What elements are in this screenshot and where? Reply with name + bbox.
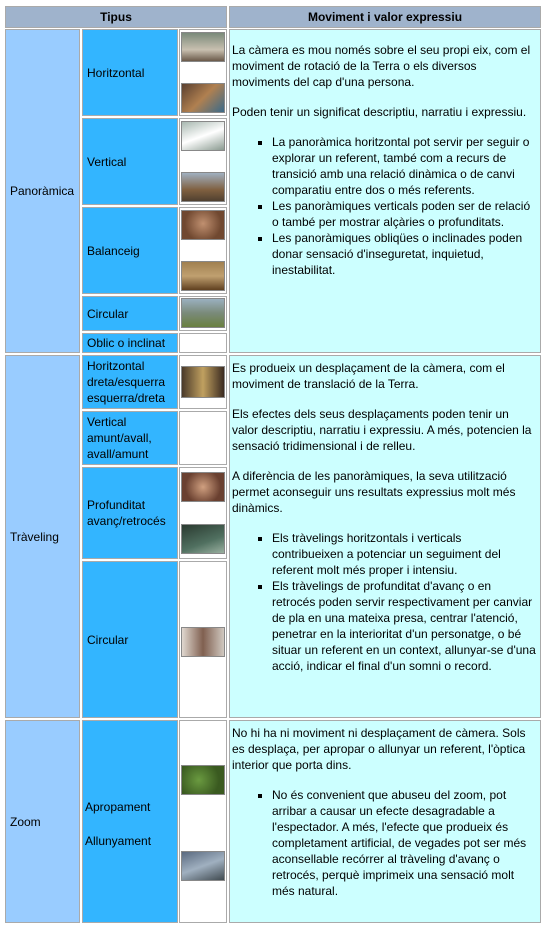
video-thumbnail bbox=[181, 298, 225, 328]
type-zoom bbox=[5, 720, 80, 923]
type-panoramica bbox=[5, 29, 80, 353]
thumb-cell bbox=[179, 411, 227, 465]
subtype-label: Circular bbox=[87, 306, 129, 321]
description-paragraph: La càmera es mou només sobre el seu propi eix, com el moviment de rotació de la Terra o els diversos moviments del cap d'una persona. bbox=[232, 43, 531, 89]
subtype-label: Circular bbox=[87, 632, 129, 647]
bullet-item: ▪ Els tràvelings de profunditat d'avanç o en retrocés poden servir respectivament per canviar de pla en una mateixa presa, centrar l'atenció, penetrar en la interioritat d'un personatge, o bé situar un referent en un context, allunyar-se d'una acció, indicar el final d'un somni o record. bbox=[272, 578, 536, 674]
description-paragraph: No hi ha ni moviment ni desplaçament de càmera. Sols es desplaça, per apropar o allunyar un referent, l'òptica interior que porta dins. bbox=[232, 726, 526, 772]
type-label: Zoom bbox=[10, 814, 41, 829]
subtype-horitzontal-traveling bbox=[82, 355, 178, 409]
type-traveling bbox=[5, 355, 80, 718]
description-paragraph: Poden tenir un significat descriptiu, narratiu i expressiu. bbox=[232, 105, 527, 119]
subtype-oblic bbox=[82, 333, 178, 353]
subtype-vertical bbox=[82, 118, 178, 205]
description-traveling bbox=[229, 355, 541, 718]
video-thumbnail bbox=[181, 851, 225, 881]
video-thumbnail bbox=[181, 366, 225, 398]
description-paragraph: Els efectes dels seus desplaçaments poden tenir un valor descriptiu, narratiu i expressiu. A més, potencien la sensació tridimensional i de relleu. bbox=[232, 407, 532, 453]
description-panoramica bbox=[229, 29, 541, 353]
header-tipus: Tipus bbox=[5, 6, 227, 28]
type-label: Panoràmica bbox=[10, 184, 75, 198]
video-thumbnail bbox=[181, 261, 225, 291]
type-label: Tràveling bbox=[10, 529, 59, 544]
thumb-cell bbox=[179, 333, 227, 353]
subtype-vertical-traveling bbox=[82, 411, 178, 465]
subtype-label: Balanceig bbox=[87, 243, 140, 258]
subtype-circular bbox=[82, 296, 178, 331]
header-moviment: Moviment i valor expressiu bbox=[229, 6, 541, 28]
subtype-label: Profunditat avanç/retrocés bbox=[87, 498, 166, 528]
description-bullets bbox=[232, 787, 536, 899]
subtype-horitzontal bbox=[82, 29, 178, 116]
bullet-item: ▪ Les panoràmiques obliqües o inclinades poden donar sensació d'inseguretat, inquietud, inestabilitat. bbox=[272, 230, 536, 278]
bullet-item: ▪ No és convenient que abuseu del zoom, pot arribar a causar un efecte desagradable a l'espectador. A més, l'efecte que produeix és completament artificial, de vegades pot ser més aconsellable recórrer al tràveling d'avanç o retrocés, perquè imprimeix una sensació molt més natural. bbox=[272, 787, 536, 899]
video-thumbnail bbox=[181, 524, 225, 554]
description-bullets bbox=[232, 134, 536, 278]
video-thumbnail bbox=[181, 32, 225, 62]
subtype-label: Horitzontal dreta/esquerra esquerra/dreta bbox=[87, 359, 166, 405]
video-thumbnail bbox=[181, 210, 225, 240]
subtype-label: Vertical bbox=[87, 154, 127, 169]
video-thumbnail bbox=[181, 172, 225, 202]
video-thumbnail bbox=[181, 121, 225, 151]
description-bullets bbox=[232, 530, 536, 674]
description-paragraph: A diferència de les panoràmiques, la seva utilització permet aconseguir uns resultats expressius molt més dinàmics. bbox=[232, 469, 516, 515]
video-thumbnail bbox=[181, 765, 225, 795]
subtype-label: Apropament bbox=[85, 800, 151, 814]
description-paragraph: Es produeix un desplaçament de la càmera, com el moviment de translació de la Terra. bbox=[232, 361, 505, 391]
thumb-cell bbox=[179, 720, 227, 923]
bullet-item: ▪ Els tràvelings horitzontals i verticals contribueixen a potenciar un seguiment del referent molt més proper i intensiu. bbox=[272, 530, 536, 578]
video-thumbnail bbox=[181, 472, 225, 502]
bullet-item: ▪ La panoràmica horitzontal pot servir per seguir o explorar un referent, també com a recurs de transició amb una relació dinàmica o de canvi comparatiu entre dos o més referents. bbox=[272, 134, 536, 198]
subtype-circular-traveling bbox=[82, 561, 178, 718]
subtype-zoom bbox=[82, 720, 178, 923]
description-zoom bbox=[229, 720, 541, 923]
subtype-label: Allunyament bbox=[85, 834, 152, 848]
video-thumbnail bbox=[181, 83, 225, 113]
subtype-label: Vertical amunt/avall, avall/amunt bbox=[87, 415, 152, 461]
subtype-label: Horitzontal bbox=[87, 65, 145, 80]
subtype-label: Oblic o inclinat bbox=[87, 336, 166, 350]
subtype-balanceig bbox=[82, 207, 178, 294]
bullet-item: ▪ Les panoràmiques verticals poden ser de relació o també per mostrar alçàries o profunditats. bbox=[272, 198, 536, 230]
video-thumbnail bbox=[181, 627, 225, 657]
subtype-profunditat bbox=[82, 467, 178, 559]
